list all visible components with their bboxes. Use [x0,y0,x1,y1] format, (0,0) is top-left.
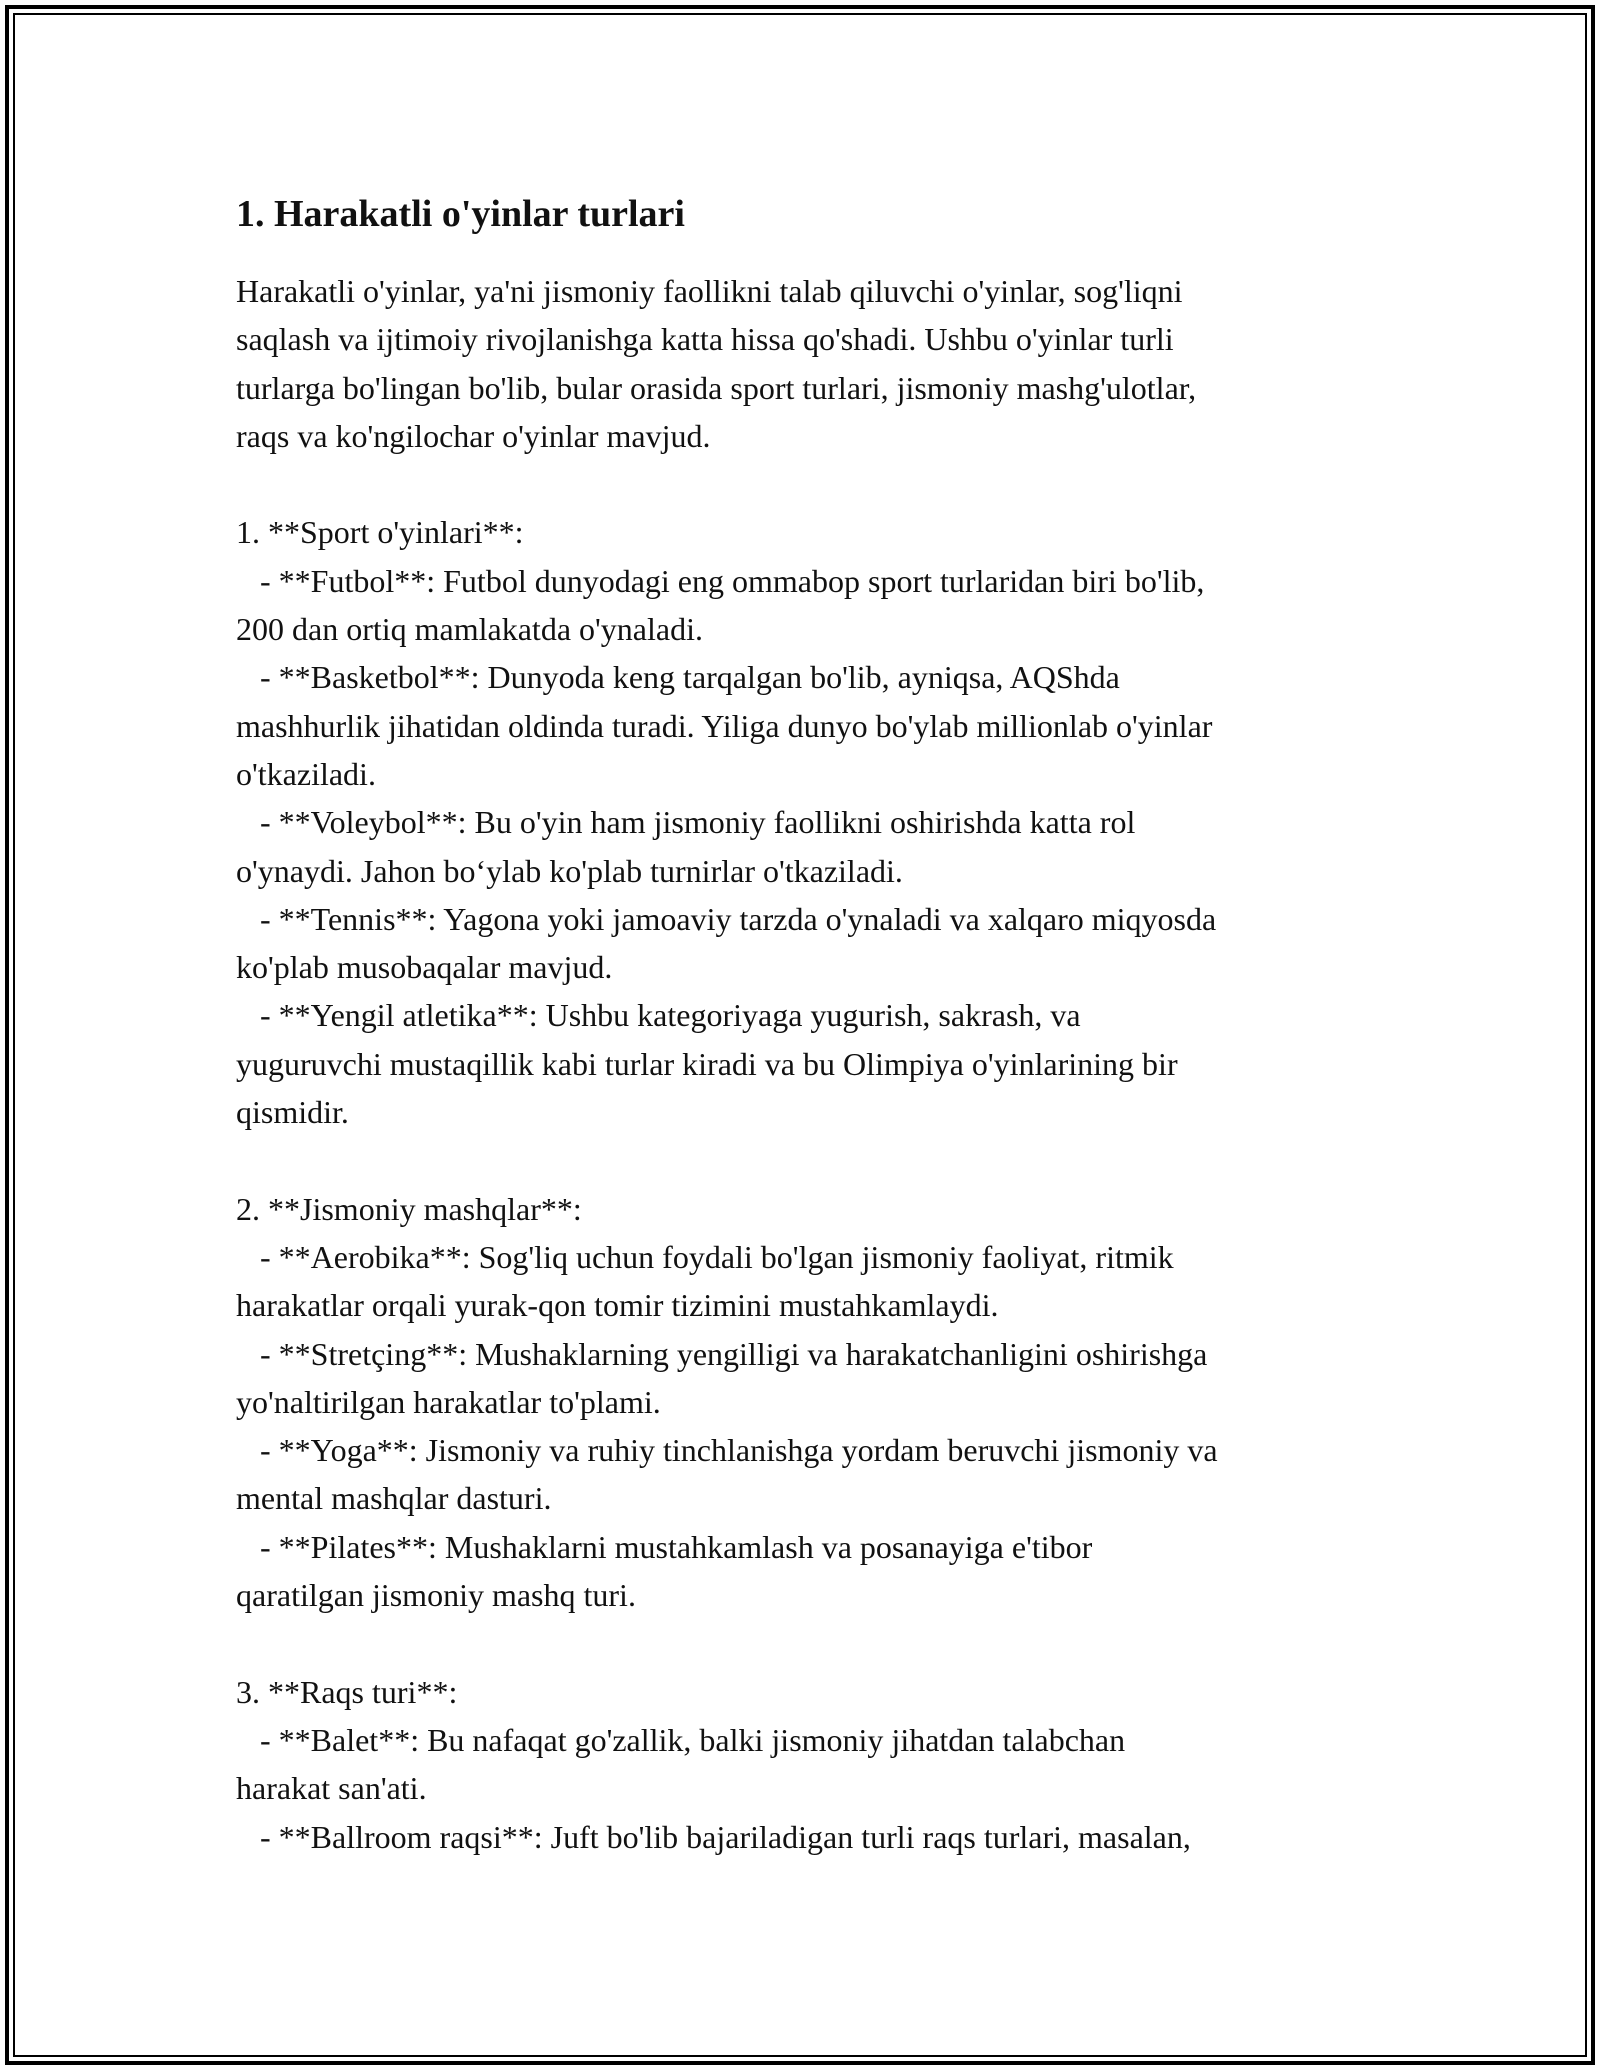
text-line: 3. **Raqs turi**: [236,1673,458,1710]
text-line: raqs va ko'ngilochar o'yinlar mavjud. [236,417,711,454]
text-line: 200 dan ortiq mamlakatda o'ynaladi. [236,611,703,648]
document-text [236,267,1386,1861]
text-line: - **Basketbol**: Dunyoda keng tarqalgan bo'lib, ayniqsa, AQShda [236,659,1120,696]
text-line: harakatlar orqali yurak-qon tomir tizimini mustahkamlaydi. [236,1287,999,1324]
text-line: - **Tennis**: Yagona yoki jamoaviy tarzda o'ynaladi va xalqaro miqyosda [236,900,1217,937]
text-line: - **Balet**: Bu nafaqat go'zallik, balki jismoniy jihatdan talabchan [236,1721,1126,1758]
text-line: mashhurlik jihatidan oldinda turadi. Yiliga dunyo bo'ylab millionlab o'yinlar [236,707,1213,744]
text-line [236,1136,1386,1184]
text-line: 2. **Jismoniy mashqlar**: [236,1190,582,1227]
text-line: ko'plab musobaqalar mavjud. [236,949,613,986]
text-line: o'ynaydi. Jahon bo‘ylab ko'plab turnirlar o'tkaziladi. [236,852,903,889]
text-line: - **Voleybol**: Bu o'yin ham jismoniy faollikni oshirishda katta rol [236,804,1136,841]
text-line [236,1619,1386,1667]
text-line: - **Stretçing**: Mushaklarning yengilligi va harakatchanligini oshirishga [236,1335,1208,1372]
text-line: saqlash va ijtimoiy rivojlanishga katta hissa qo'shadi. Ushbu o'yinlar turli [236,321,1174,358]
text-line: qaratilgan jismoniy mashq turi. [236,1577,636,1614]
text-line: Harakatli o'yinlar, ya'ni jismoniy faollikni talab qiluvchi o'yinlar, sog'liqni [236,273,1183,309]
text-line: - **Yengil atletika**: Ushbu kategoriyaga yugurish, sakrash, va [236,997,1081,1034]
text-line: harakat san'ati. [236,1770,427,1807]
text-line: o'tkaziladi. [236,755,376,792]
text-line: qismidir. [236,1094,349,1131]
text-line: - **Aerobika**: Sog'liq uchun foydali bo'lgan jismoniy faoliyat, ritmik [236,1238,1174,1275]
page-title: 1. Harakatli o'yinlar turlari [236,193,685,235]
text-line: - **Futbol**: Futbol dunyodagi eng ommabop sport turlaridan biri bo'lib, [236,562,1205,599]
document-body [236,186,1386,1861]
text-line: 1. **Sport o'yinlari**: [236,514,524,551]
text-line: - **Yoga**: Jismoniy va ruhiy tinchlanishga yordam beruvchi jismoniy va [236,1432,1218,1469]
text-line [236,460,1386,508]
text-line: yuguruvchi mustaqillik kabi turlar kiradi va bu Olimpiya o'yinlarining bir [236,1045,1178,1082]
text-line: mental mashqlar dasturi. [236,1480,552,1517]
text-line: yo'naltirilgan harakatlar to'plami. [236,1383,661,1420]
text-line: - **Ballroom raqsi**: Juft bo'lib bajariladigan turli raqs turlari, masalan, [236,1818,1191,1855]
text-line: turlarga bo'lingan bo'lib, bular orasida sport turlari, jismoniy mashg'ulotlar, [236,369,1197,406]
text-line: - **Pilates**: Mushaklarni mustahkamlash va posanayiga e'tibor [236,1528,1093,1565]
